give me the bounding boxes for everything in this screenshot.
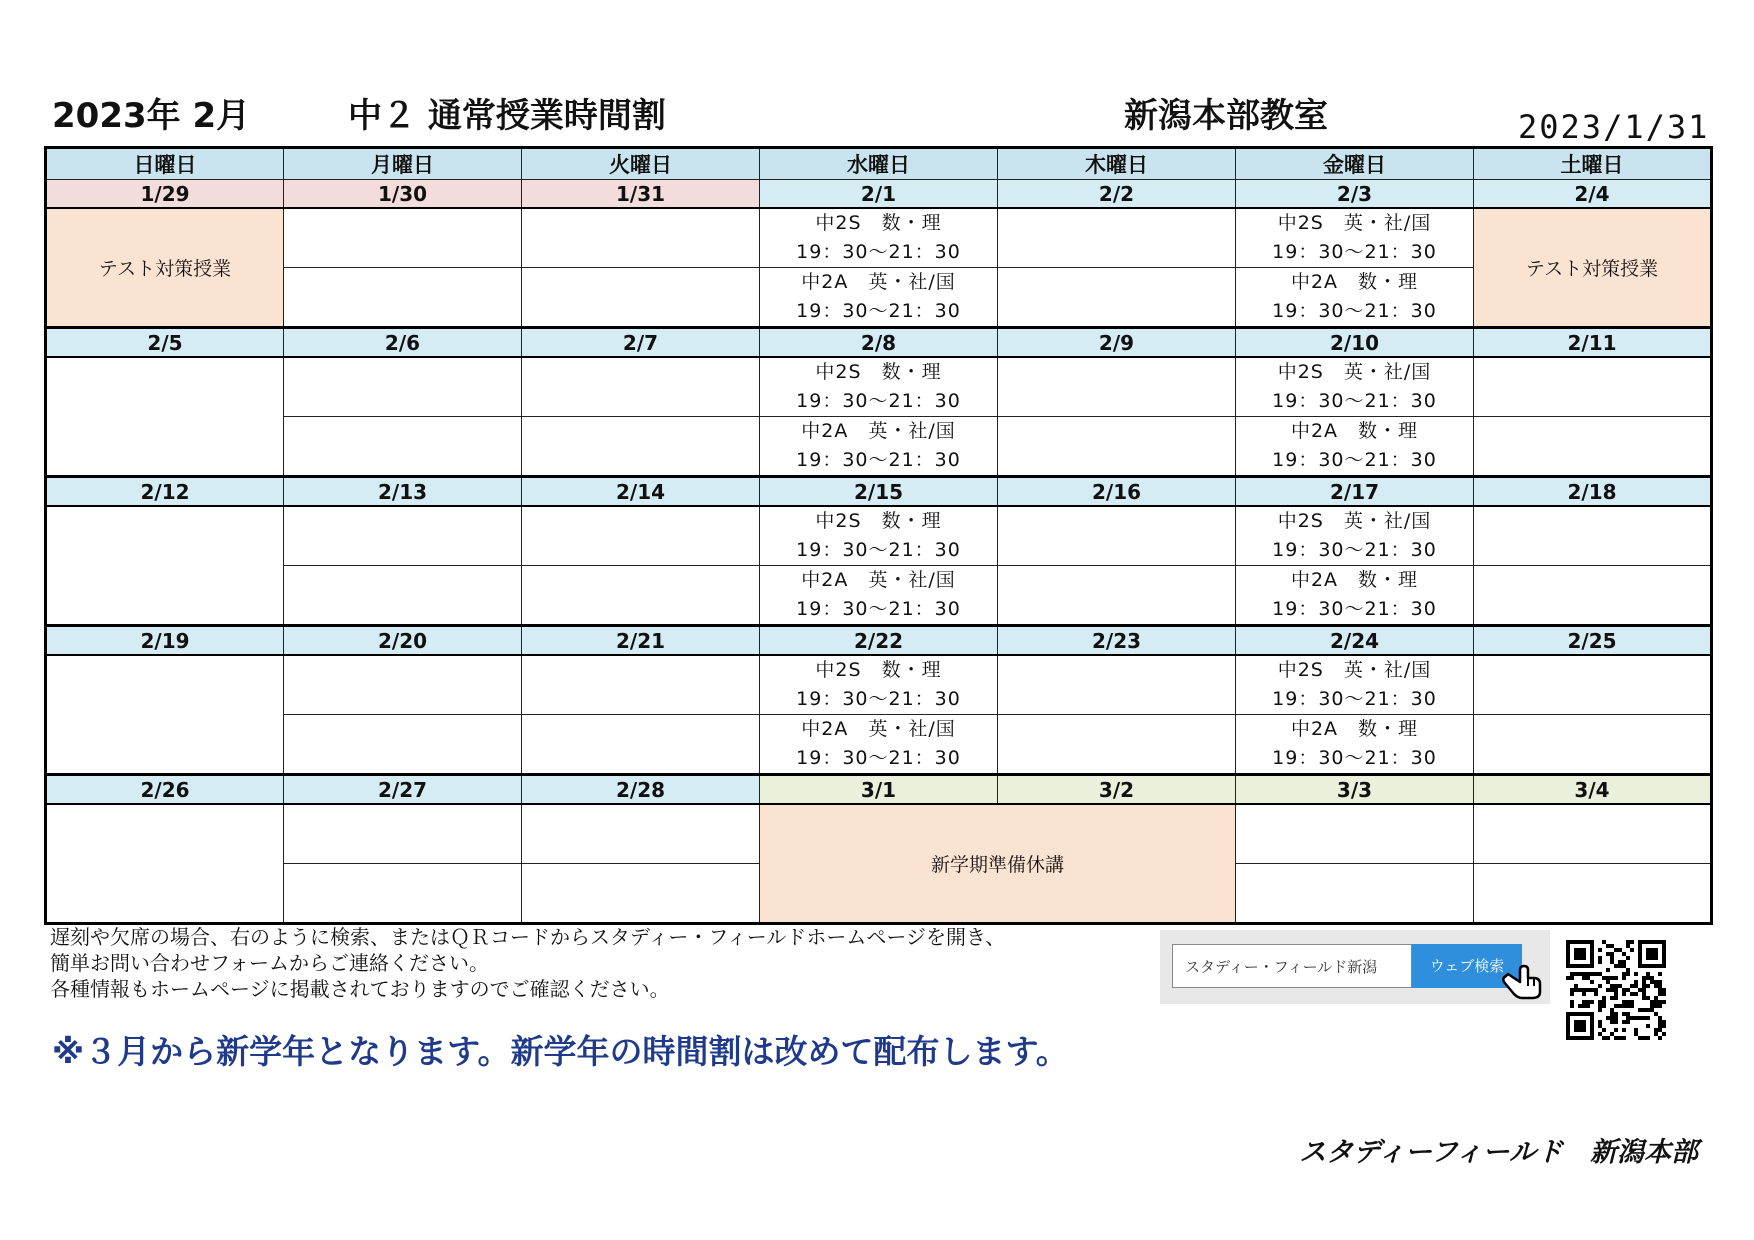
- qr-code-icon: [1566, 940, 1666, 1040]
- date-cell: 3/3: [1236, 775, 1474, 805]
- class-time: 19：30～21：30: [796, 300, 961, 322]
- empty-slot: [998, 566, 1236, 626]
- empty-slot: [998, 417, 1236, 477]
- class-time: 19：30～21：30: [1272, 688, 1437, 710]
- date-cell: 2/5: [46, 328, 284, 358]
- class-name: 中2A 数・理: [1290, 420, 1419, 442]
- class-time: 19：30～21：30: [1272, 747, 1437, 769]
- week-1-dates: [46, 180, 1712, 209]
- class-name: 中2A 英・社/国: [801, 271, 956, 293]
- dow-wednesday: 水曜日: [760, 148, 998, 180]
- web-search-button: ウェブ検索: [1412, 944, 1522, 988]
- empty-slot: [1474, 357, 1712, 417]
- empty-slot: [1474, 864, 1712, 924]
- break-cell: 新学期準備休講: [760, 804, 1236, 924]
- class-slot: [1236, 417, 1474, 477]
- empty-slot: [998, 655, 1236, 715]
- week-3-slot-1: [46, 506, 1712, 566]
- date-cell: 2/26: [46, 775, 284, 805]
- date-cell: 2/14: [522, 477, 760, 507]
- date-cell: 2/23: [998, 626, 1236, 656]
- school-name: 新潟本部教室: [1124, 96, 1328, 136]
- class-time: 19：30～21：30: [1272, 598, 1437, 620]
- empty-slot: [284, 208, 522, 268]
- date-cell: 2/24: [1236, 626, 1474, 656]
- date-cell: 1/29: [46, 180, 284, 209]
- class-slot: [760, 268, 998, 328]
- empty-slot: [998, 268, 1236, 328]
- date-cell: 2/3: [1236, 180, 1474, 209]
- class-name: 中2S 英・社/国: [1277, 212, 1432, 234]
- test-prep-cell: テスト対策授業: [46, 208, 284, 328]
- class-time: 19：30～21：30: [1272, 300, 1437, 322]
- date-cell: 2/6: [284, 328, 522, 358]
- class-time: 19：30～21：30: [1272, 449, 1437, 471]
- class-slot: [760, 506, 998, 566]
- week-1-slot-2: [46, 268, 1712, 328]
- empty-slot: [998, 506, 1236, 566]
- class-slot: [760, 417, 998, 477]
- footer-brand: スタディーフィールド 新潟本部: [1299, 1137, 1698, 1168]
- class-slot: [1236, 655, 1474, 715]
- class-slot: [1236, 715, 1474, 775]
- date-cell: 2/28: [522, 775, 760, 805]
- empty-slot: [998, 208, 1236, 268]
- empty-slot: [1474, 566, 1712, 626]
- empty-slot: [284, 655, 522, 715]
- week-2-slot-2: [46, 417, 1712, 477]
- week-4-dates: [46, 626, 1712, 656]
- class-time: 19：30～21：30: [1272, 241, 1437, 263]
- date-cell: 2/10: [1236, 328, 1474, 358]
- empty-slot: [522, 268, 760, 328]
- class-name: 中2A 英・社/国: [801, 420, 956, 442]
- class-name: 中2S 数・理: [815, 361, 942, 383]
- empty-slot: [1474, 715, 1712, 775]
- dow-tuesday: 火曜日: [522, 148, 760, 180]
- empty-slot: [46, 804, 284, 924]
- class-name: 中2S 英・社/国: [1277, 510, 1432, 532]
- contact-note-line: 各種情報もホームページに掲載されておりますのでご確認ください。: [50, 977, 670, 1001]
- days-of-week-row: [46, 148, 1712, 180]
- empty-slot: [284, 506, 522, 566]
- date-cell: 2/19: [46, 626, 284, 656]
- dow-saturday: 土曜日: [1474, 148, 1712, 180]
- new-year-notice: ※３月から新学年となります。新学年の時間割は改めて配布します。: [52, 1032, 1069, 1071]
- date-cell: 2/21: [522, 626, 760, 656]
- date-cell: 2/2: [998, 180, 1236, 209]
- class-name: 中2S 数・理: [815, 659, 942, 681]
- search-input: スタディー・フィールド新潟: [1172, 944, 1412, 988]
- date-cell: 2/22: [760, 626, 998, 656]
- empty-slot: [998, 357, 1236, 417]
- empty-slot: [284, 715, 522, 775]
- contact-note-line: 遅刻や欠席の場合、右のように検索、またはＱＲコードからスタディー・フィールドホームページを開き、: [50, 925, 1006, 949]
- date-cell: 2/17: [1236, 477, 1474, 507]
- date-cell: 2/12: [46, 477, 284, 507]
- class-time: 19：30～21：30: [796, 241, 961, 263]
- empty-slot: [522, 864, 760, 924]
- empty-slot: [284, 268, 522, 328]
- class-slot: [1236, 506, 1474, 566]
- week-3-dates: [46, 477, 1712, 507]
- class-time: 19：30～21：30: [796, 747, 961, 769]
- date-cell: 2/27: [284, 775, 522, 805]
- date-cell: 1/30: [284, 180, 522, 209]
- date-cell: 1/31: [522, 180, 760, 209]
- class-slot: [760, 566, 998, 626]
- page-title: 中２ 通常授業時間割: [348, 96, 666, 136]
- empty-slot: [284, 864, 522, 924]
- empty-slot: [284, 566, 522, 626]
- week-1-slot-1: [46, 208, 1712, 268]
- week-4-slot-2: [46, 715, 1712, 775]
- week-3-slot-2: [46, 566, 1712, 626]
- dow-sunday: 日曜日: [46, 148, 284, 180]
- empty-slot: [46, 357, 284, 477]
- class-name: 中2A 数・理: [1290, 569, 1419, 591]
- date-cell: 3/1: [760, 775, 998, 805]
- week-2-dates: [46, 328, 1712, 358]
- class-slot: [1236, 566, 1474, 626]
- class-name: 中2S 英・社/国: [1277, 659, 1432, 681]
- issue-date: 2023/1/31: [1518, 108, 1710, 146]
- empty-slot: [522, 417, 760, 477]
- class-slot: [760, 715, 998, 775]
- class-slot: [1236, 357, 1474, 417]
- class-name: 中2S 英・社/国: [1277, 361, 1432, 383]
- empty-slot: [522, 566, 760, 626]
- month-label: 2023年 2月: [52, 96, 251, 136]
- empty-slot: [522, 804, 760, 864]
- empty-slot: [1474, 804, 1712, 864]
- empty-slot: [522, 506, 760, 566]
- empty-slot: [1474, 417, 1712, 477]
- date-cell: 2/4: [1474, 180, 1712, 209]
- date-cell: 2/16: [998, 477, 1236, 507]
- empty-slot: [46, 506, 284, 626]
- class-name: 中2S 数・理: [815, 212, 942, 234]
- date-cell: 2/25: [1474, 626, 1712, 656]
- dow-thursday: 木曜日: [998, 148, 1236, 180]
- dow-monday: 月曜日: [284, 148, 522, 180]
- empty-slot: [1474, 655, 1712, 715]
- date-cell: 2/15: [760, 477, 998, 507]
- date-cell: 2/9: [998, 328, 1236, 358]
- week-5-dates: [46, 775, 1712, 805]
- date-cell: 2/13: [284, 477, 522, 507]
- class-name: 中2A 数・理: [1290, 271, 1419, 293]
- class-slot: [1236, 268, 1474, 328]
- class-name: 中2S 数・理: [815, 510, 942, 532]
- search-guide: [1160, 930, 1550, 1004]
- class-name: 中2A 数・理: [1290, 718, 1419, 740]
- class-time: 19：30～21：30: [1272, 390, 1437, 412]
- class-time: 19：30～21：30: [796, 449, 961, 471]
- week-4-slot-1: [46, 655, 1712, 715]
- class-slot: [1236, 208, 1474, 268]
- date-cell: 2/7: [522, 328, 760, 358]
- contact-note-line: 簡単お問い合わせフォームからご連絡ください。: [50, 951, 489, 975]
- empty-slot: [522, 357, 760, 417]
- pointing-hand-icon: [1500, 960, 1544, 1000]
- date-cell: 3/4: [1474, 775, 1712, 805]
- empty-slot: [998, 715, 1236, 775]
- test-prep-cell: テスト対策授業: [1474, 208, 1712, 328]
- class-time: 19：30～21：30: [796, 598, 961, 620]
- empty-slot: [1474, 506, 1712, 566]
- empty-slot: [284, 357, 522, 417]
- class-time: 19：30～21：30: [796, 390, 961, 412]
- empty-slot: [284, 804, 522, 864]
- class-slot: [760, 208, 998, 268]
- empty-slot: [284, 417, 522, 477]
- empty-slot: [522, 655, 760, 715]
- dow-friday: 金曜日: [1236, 148, 1474, 180]
- class-time: 19：30～21：30: [796, 688, 961, 710]
- date-cell: 3/2: [998, 775, 1236, 805]
- class-name: 中2A 英・社/国: [801, 569, 956, 591]
- empty-slot: [522, 208, 760, 268]
- class-slot: [760, 357, 998, 417]
- week-2-slot-1: [46, 357, 1712, 417]
- date-cell: 2/20: [284, 626, 522, 656]
- class-slot: [760, 655, 998, 715]
- empty-slot: [1236, 804, 1474, 864]
- timetable: [44, 146, 1713, 925]
- date-cell: 2/18: [1474, 477, 1712, 507]
- week-5-slot-1: [46, 804, 1712, 864]
- class-time: 19：30～21：30: [1272, 539, 1437, 561]
- empty-slot: [522, 715, 760, 775]
- date-cell: 2/1: [760, 180, 998, 209]
- empty-slot: [1236, 864, 1474, 924]
- class-time: 19：30～21：30: [796, 539, 961, 561]
- date-cell: 2/8: [760, 328, 998, 358]
- empty-slot: [46, 655, 284, 775]
- class-name: 中2A 英・社/国: [801, 718, 956, 740]
- date-cell: 2/11: [1474, 328, 1712, 358]
